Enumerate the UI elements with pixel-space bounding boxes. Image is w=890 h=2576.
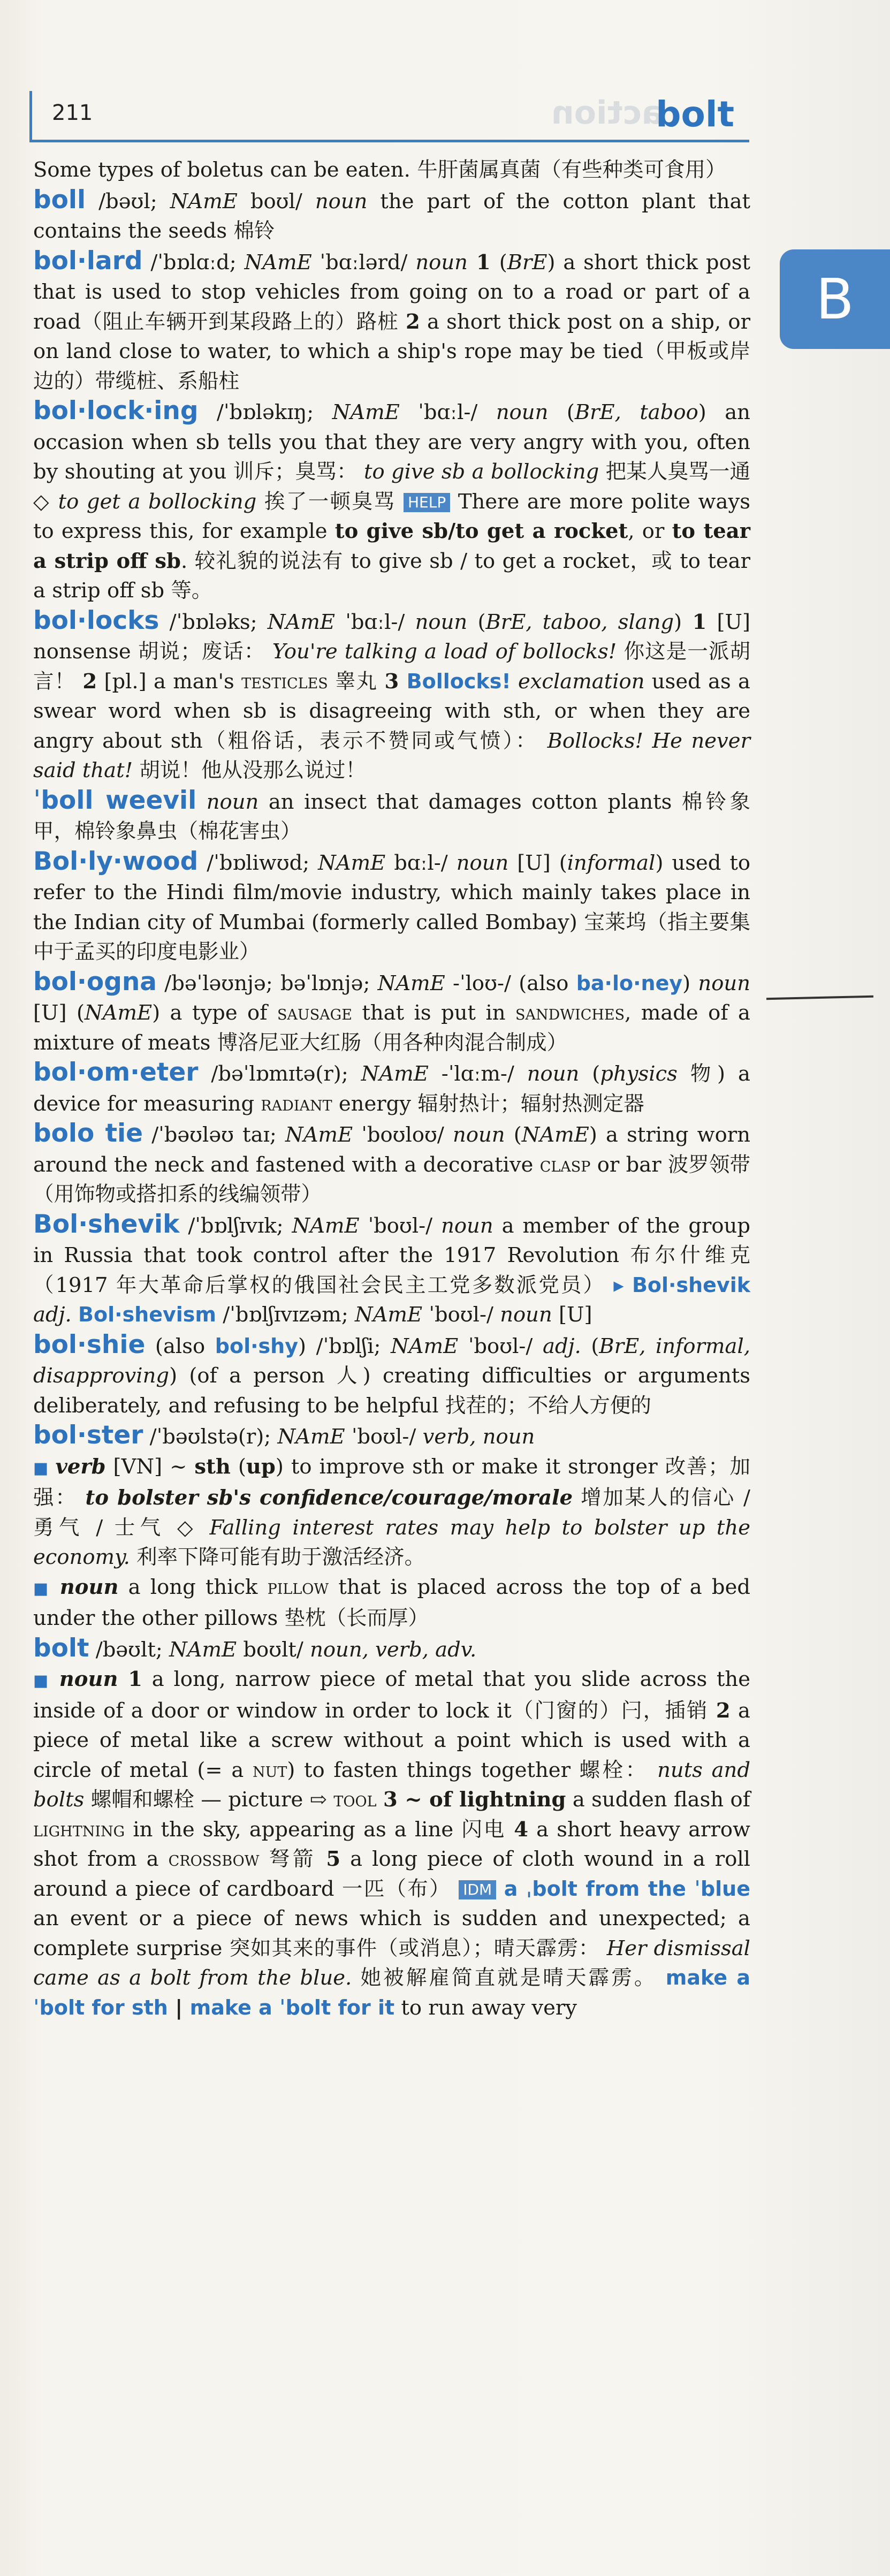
text: ) to improve sth or make it stronger 改善；加强： (33, 1454, 750, 1510)
entry-boletus-tail (33, 155, 750, 185)
text: ˈboʊl-/ (458, 1334, 543, 1358)
text: /ˈbɒləks; (159, 610, 268, 634)
text: /bəˈləʊnjə; bəˈlɒnjə; (157, 971, 378, 996)
text: used as a swear word when sb is disagreeing with sth, or when they are angry about sth（粗俗话，表示不赞同或气愤）： (33, 669, 750, 753)
entry-bologna (33, 967, 750, 1058)
italic-text: exclamation (518, 669, 645, 694)
text: ( (581, 1334, 599, 1358)
part-of-speech: verb (55, 1454, 106, 1479)
bold-text: 1 (467, 250, 499, 275)
text: [pl.] a man's (97, 669, 242, 694)
italic-text: noun (441, 1213, 493, 1238)
text: 利率下降可能有助于激活经济。 (130, 1545, 425, 1569)
bold-text: 3 ~ of lightning (383, 1788, 566, 1812)
sub-headword: a ˌbolt from the ˈblue (504, 1876, 750, 1901)
text: ) to fasten things together 螺栓： (287, 1758, 658, 1782)
italic-text: noun (527, 1062, 580, 1086)
text: ) /ˈbɒlʃi; (298, 1334, 391, 1358)
text: ˈboʊl-/ (422, 1303, 500, 1327)
italic-text: noun (698, 971, 750, 996)
small-caps-text: lightning (33, 1817, 125, 1842)
label-box: HELP (404, 493, 450, 512)
italic-text: noun (453, 1123, 505, 1147)
text: energy 辐射热计；辐射热测定器 (332, 1091, 644, 1116)
bold-text: 2 (82, 669, 97, 694)
small-caps-text: clasp (539, 1152, 591, 1177)
text: ( (467, 610, 486, 634)
letter-thumb-tab: B (780, 249, 890, 349)
text: an insect that damages cotton plants 棉铃象甲，棉铃象鼻虫（棉花害虫） (33, 789, 750, 844)
headword: Bol·ly·wood (33, 846, 199, 876)
small-caps-text: crossbow (168, 1847, 260, 1871)
small-caps-text: tool (333, 1788, 377, 1812)
text: ) (674, 610, 693, 634)
text: to run away very (394, 1995, 577, 2020)
text: ( (230, 1454, 246, 1479)
italic-text: noun (415, 250, 468, 275)
italic-text: verb, noun (422, 1425, 535, 1449)
derivative-arrow: ▸ (605, 1273, 632, 1297)
headword: bol·ster (33, 1420, 143, 1450)
text: /bəˈlɒmɪtə(r); (198, 1062, 361, 1086)
text: /ˈbɒliwʊd; (198, 850, 318, 875)
page-number: 211 (52, 101, 93, 125)
italic-text: Her dismissal came as a bolt from the blue. (33, 1936, 750, 1990)
italic-text: Falling interest rates may help to bolster up the economy. (33, 1515, 750, 1569)
text: a piece of metal like a screw without a point which is used with a circle of metal (= a (33, 1698, 750, 1782)
headword: ˈboll weevil (33, 785, 197, 815)
sub-headword: Bol·shevism (78, 1303, 217, 1326)
text: ) a type of (152, 1001, 277, 1025)
text: ) (of a person 人) creating difficulties or arguments deliberately, and refusing to be helpful 找茬的；不给人方便的 (33, 1364, 750, 1418)
headword: bol·lock·ing (33, 396, 199, 425)
text: ˈboʊl-/ (345, 1425, 423, 1449)
bold-text: to give sb/to get a rocket (334, 519, 628, 543)
text: , made of a mixture of meats 博洛尼亚大红肠（用各种肉混合制成） (33, 1001, 750, 1055)
italic-text: physics (600, 1062, 678, 1086)
text: [U] (552, 1303, 592, 1327)
text: a short thick post on a ship, or on land close to water, to which a ship's rope may be tied（甲板或岸边的）带缆桩、系船柱 (33, 309, 750, 393)
text: ) a short thick post that is used to stop vehicles from going on to a road or part of a road（阻止车辆开到某段路上的）路桩 (33, 250, 750, 334)
bullet-marker: ■ (33, 1458, 56, 1478)
italic-text: NAmE (84, 1001, 153, 1025)
entry-bolt-noun (33, 1665, 750, 2023)
italic-text: NAmE (277, 1425, 345, 1449)
text: [VN] ~ (105, 1454, 195, 1479)
small-caps-text: sausage (277, 1001, 352, 1025)
part-of-speech: noun (59, 1667, 118, 1691)
header-rule-left (29, 91, 32, 142)
text: ) used to refer to the Hindi film/movie industry, which mainly takes place in the Indian city of Mumbai (formerly called Bombay) 宝莱坞（指主要集中于孟买的印度电影业） (33, 850, 751, 964)
bold-text: 1 (692, 610, 707, 634)
entry-bolo-tie (33, 1119, 750, 1210)
bullet-marker: ■ (33, 1579, 60, 1598)
entry-bollocking (33, 396, 750, 606)
entry-bolshie (33, 1330, 750, 1421)
text: 增加某人的信心 / 勇气 / 士气 ◇ (33, 1486, 750, 1540)
bold-text: 2 (716, 1698, 731, 1723)
margin-pencil-line (766, 996, 873, 1000)
text: 物) a device for measuring (33, 1062, 750, 1116)
italic-text: to get a bollocking (58, 489, 257, 514)
italic-text: NAmE (169, 1637, 237, 1662)
small-caps-text: pillow (267, 1575, 329, 1599)
small-caps-text: radiant (261, 1091, 332, 1116)
text: 睾丸 (328, 669, 385, 694)
text: -ˈlɑːm-/ (428, 1062, 527, 1086)
bold-text: | (168, 1995, 190, 2020)
sub-headword: make a ˈbolt for sth (33, 1966, 750, 2019)
italic-text: NAmE (244, 250, 312, 275)
italic-text: NAmE (292, 1213, 360, 1238)
italic-text: NAmE (332, 400, 400, 424)
text: an event or a piece of news which is sudden and unexpected; a complete surprise 突如其来的事件（或消息）；晴天霹雳： (33, 1906, 750, 1961)
text: /ˈbɒləkɪŋ; (198, 400, 332, 424)
bold-text: 3 (384, 669, 407, 694)
italic-text: NAmE (361, 1062, 429, 1086)
text: ) a string worn around the neck and fastened with a decorative (33, 1123, 750, 1177)
page-header (29, 80, 749, 145)
headword: bol·locks (33, 605, 159, 635)
text: 你这是一派胡言！ (33, 640, 750, 694)
entry-bolshevik (33, 1210, 750, 1330)
italic-text: noun (415, 610, 468, 634)
text: ( (505, 1123, 522, 1147)
entry-boll-weevil (33, 786, 750, 847)
italic-text: NAmE (170, 189, 238, 214)
text: /ˈbɒlʃɪvɪzəm; (216, 1303, 355, 1327)
text: ˈbɑːl-/ (399, 400, 496, 424)
text: a long thick (118, 1575, 268, 1599)
italic-text: NAmE (285, 1123, 353, 1147)
headword: bol·om·eter (33, 1058, 199, 1087)
text: ( (499, 250, 507, 275)
text: boʊl/ (237, 189, 315, 214)
italic-text: NAmE (391, 1334, 459, 1358)
text: a member of the group in Russia that took control after the 1917 Revolution 布尔什维克（1917 年大革命后掌权的俄国社会民主工党多数派党员） (33, 1213, 750, 1297)
text: ( (579, 1062, 600, 1086)
bold-italic-text: to bolster sb's confidence/courage/morale (85, 1486, 573, 1510)
text: 她被解雇简直就是晴天霹雳。 (352, 1966, 666, 1990)
headword: bol·shie (33, 1329, 146, 1359)
text: [U] ( (33, 1001, 85, 1025)
sub-headword: ba·lo·ney (576, 971, 683, 995)
text: (also (145, 1334, 215, 1358)
text: 胡说！他从没那么说过！ (133, 758, 366, 782)
text: or bar 波罗领带（用饰物或搭扣系的线编领带） (33, 1152, 750, 1206)
italic-text: noun, verb, adv. (310, 1637, 477, 1662)
text: /ˈbɒlɑːd; (142, 250, 245, 275)
italic-text: NAmE (377, 971, 445, 996)
headword: bol·lard (33, 246, 143, 276)
sub-headword: bol·shy (215, 1334, 298, 1358)
bold-text: 1 (118, 1667, 143, 1691)
italic-text: BrE (507, 250, 547, 275)
text: ( (548, 400, 575, 424)
headword: boll (33, 185, 86, 215)
italic-text: noun (206, 789, 259, 814)
text: /ˈbɒlʃɪvɪk; (179, 1213, 292, 1238)
entry-bolometer (33, 1058, 750, 1119)
italic-text: adj. (543, 1334, 581, 1358)
text (72, 1303, 78, 1327)
text: /bəʊl; (86, 189, 170, 214)
text: a sudden flash of (566, 1788, 750, 1812)
italic-text: BrE, taboo (574, 400, 698, 424)
text: Some types of boletus can be eaten. 牛肝菌属真菌（有些种类可食用） (33, 158, 726, 182)
text: 弩箭 (259, 1847, 326, 1871)
italic-text: adj. (33, 1303, 72, 1327)
entry-bolster (33, 1420, 750, 1452)
small-caps-text: sandwiches (515, 1001, 625, 1025)
text: . 较礼貌的说法有 to give sb / to get a rocket，或 to tear a strip off sb 等。 (33, 549, 750, 603)
italic-text: NAmE (267, 610, 335, 634)
entry-bollywood (33, 847, 750, 967)
text: [U] nonsense 胡说；废话： (33, 610, 750, 664)
text: -ˈloʊ-/ (also (445, 971, 576, 996)
small-caps-text: testicles (241, 669, 328, 694)
text: in the sky, appearing as a line 闪电 (125, 1817, 514, 1842)
running-headword: bolt (656, 94, 734, 135)
text: boʊlt/ (237, 1637, 310, 1662)
text: that is put in (352, 1001, 516, 1025)
headword: bolt (33, 1633, 89, 1663)
text: that is placed across the top of a bed under the other pillows 垫枕（长而厚） (33, 1575, 751, 1630)
sub-headword: Bollocks! (406, 669, 511, 693)
italic-text: informal (567, 850, 656, 875)
text (377, 1788, 383, 1812)
text (196, 790, 207, 814)
italic-text: BrE, informal, disapproving (33, 1334, 750, 1388)
text: ˈbɑːl-/ (335, 610, 415, 634)
italic-text: to give sb a bollocking (364, 460, 599, 484)
bold-text: sth (194, 1454, 231, 1479)
italic-text: NAmE (318, 850, 386, 875)
italic-text: Bollocks! He never said that! (33, 728, 750, 782)
bullet-marker: ■ (33, 1671, 59, 1690)
text: a short heavy arrow shot from a (33, 1817, 750, 1871)
entry-bolt (33, 1633, 750, 1665)
text: 螺帽和螺栓 — picture ⇨ (84, 1788, 334, 1812)
italic-text: BrE, taboo, slang (485, 610, 674, 634)
text: /ˈbəʊlstə(r); (143, 1425, 278, 1449)
bold-text: 4 (514, 1817, 529, 1842)
headword: Bol·shevik (33, 1209, 180, 1239)
text: bɑːl-/ (385, 850, 457, 875)
text: ˈboʊloʊ/ (353, 1123, 453, 1147)
bold-text: up (246, 1454, 276, 1479)
italic-text: noun (496, 400, 549, 424)
entry-bolster-noun (33, 1572, 750, 1633)
italic-text: You're talking a load of bollocks! (272, 640, 617, 664)
text: a long, narrow piece of metal that you slide across the inside of a door or window in order to lock it（门窗的）闩，插销 (33, 1667, 750, 1723)
entry-boll (33, 185, 750, 246)
italic-text: noun (456, 850, 509, 875)
text: the part of the cotton plant that contains the seeds 棉铃 (33, 189, 750, 243)
entry-bollard (33, 246, 750, 397)
text (511, 670, 518, 694)
text: ) (682, 971, 698, 996)
sub-headword: Bol·shevik (632, 1273, 750, 1297)
bold-text: 5 (326, 1847, 341, 1871)
entries-column (33, 155, 750, 2023)
bold-text: 2 (405, 309, 420, 334)
italic-text: NAmE (355, 1303, 423, 1327)
text: a long piece of cloth wound in a roll around a piece of cardboard 一匹（布） (33, 1847, 750, 1901)
entry-bollocks (33, 606, 750, 786)
headword: bol·ogna (33, 967, 157, 997)
sub-headword: make a ˈbolt for it (189, 1995, 395, 2019)
header-rule (29, 140, 749, 142)
bold-text: to tear a strip off sb (33, 519, 750, 573)
show-through-word: action (551, 94, 664, 132)
text: There are more polite ways to express this, for example (33, 489, 750, 543)
text: /ˈbəʊləʊ taɪ; (143, 1123, 286, 1147)
label-box: IDM (459, 1880, 496, 1899)
text: [U] ( (508, 850, 567, 875)
italic-text: noun (500, 1303, 552, 1327)
text (496, 1877, 504, 1901)
italic-text: nuts and bolts (33, 1758, 750, 1812)
text: ) an occasion when sb tells you that they are very angry with you, often by shouting at you 训斥；臭骂： (33, 400, 750, 484)
text: /bəʊlt; (89, 1637, 170, 1662)
text: ˈbɑːlərd/ (311, 250, 416, 275)
text: ˈboʊl-/ (359, 1213, 442, 1238)
small-caps-text: nut (252, 1758, 287, 1782)
text: , or (628, 519, 672, 543)
italic-text: noun (315, 189, 368, 214)
text: 把某人臭骂一通 ◇ (33, 460, 750, 514)
text: 挨了一顿臭骂 (256, 489, 404, 514)
entry-bolster-verb (33, 1452, 750, 1572)
part-of-speech: noun (59, 1575, 119, 1599)
italic-text: NAmE (521, 1123, 589, 1147)
headword: bolo tie (33, 1119, 143, 1148)
